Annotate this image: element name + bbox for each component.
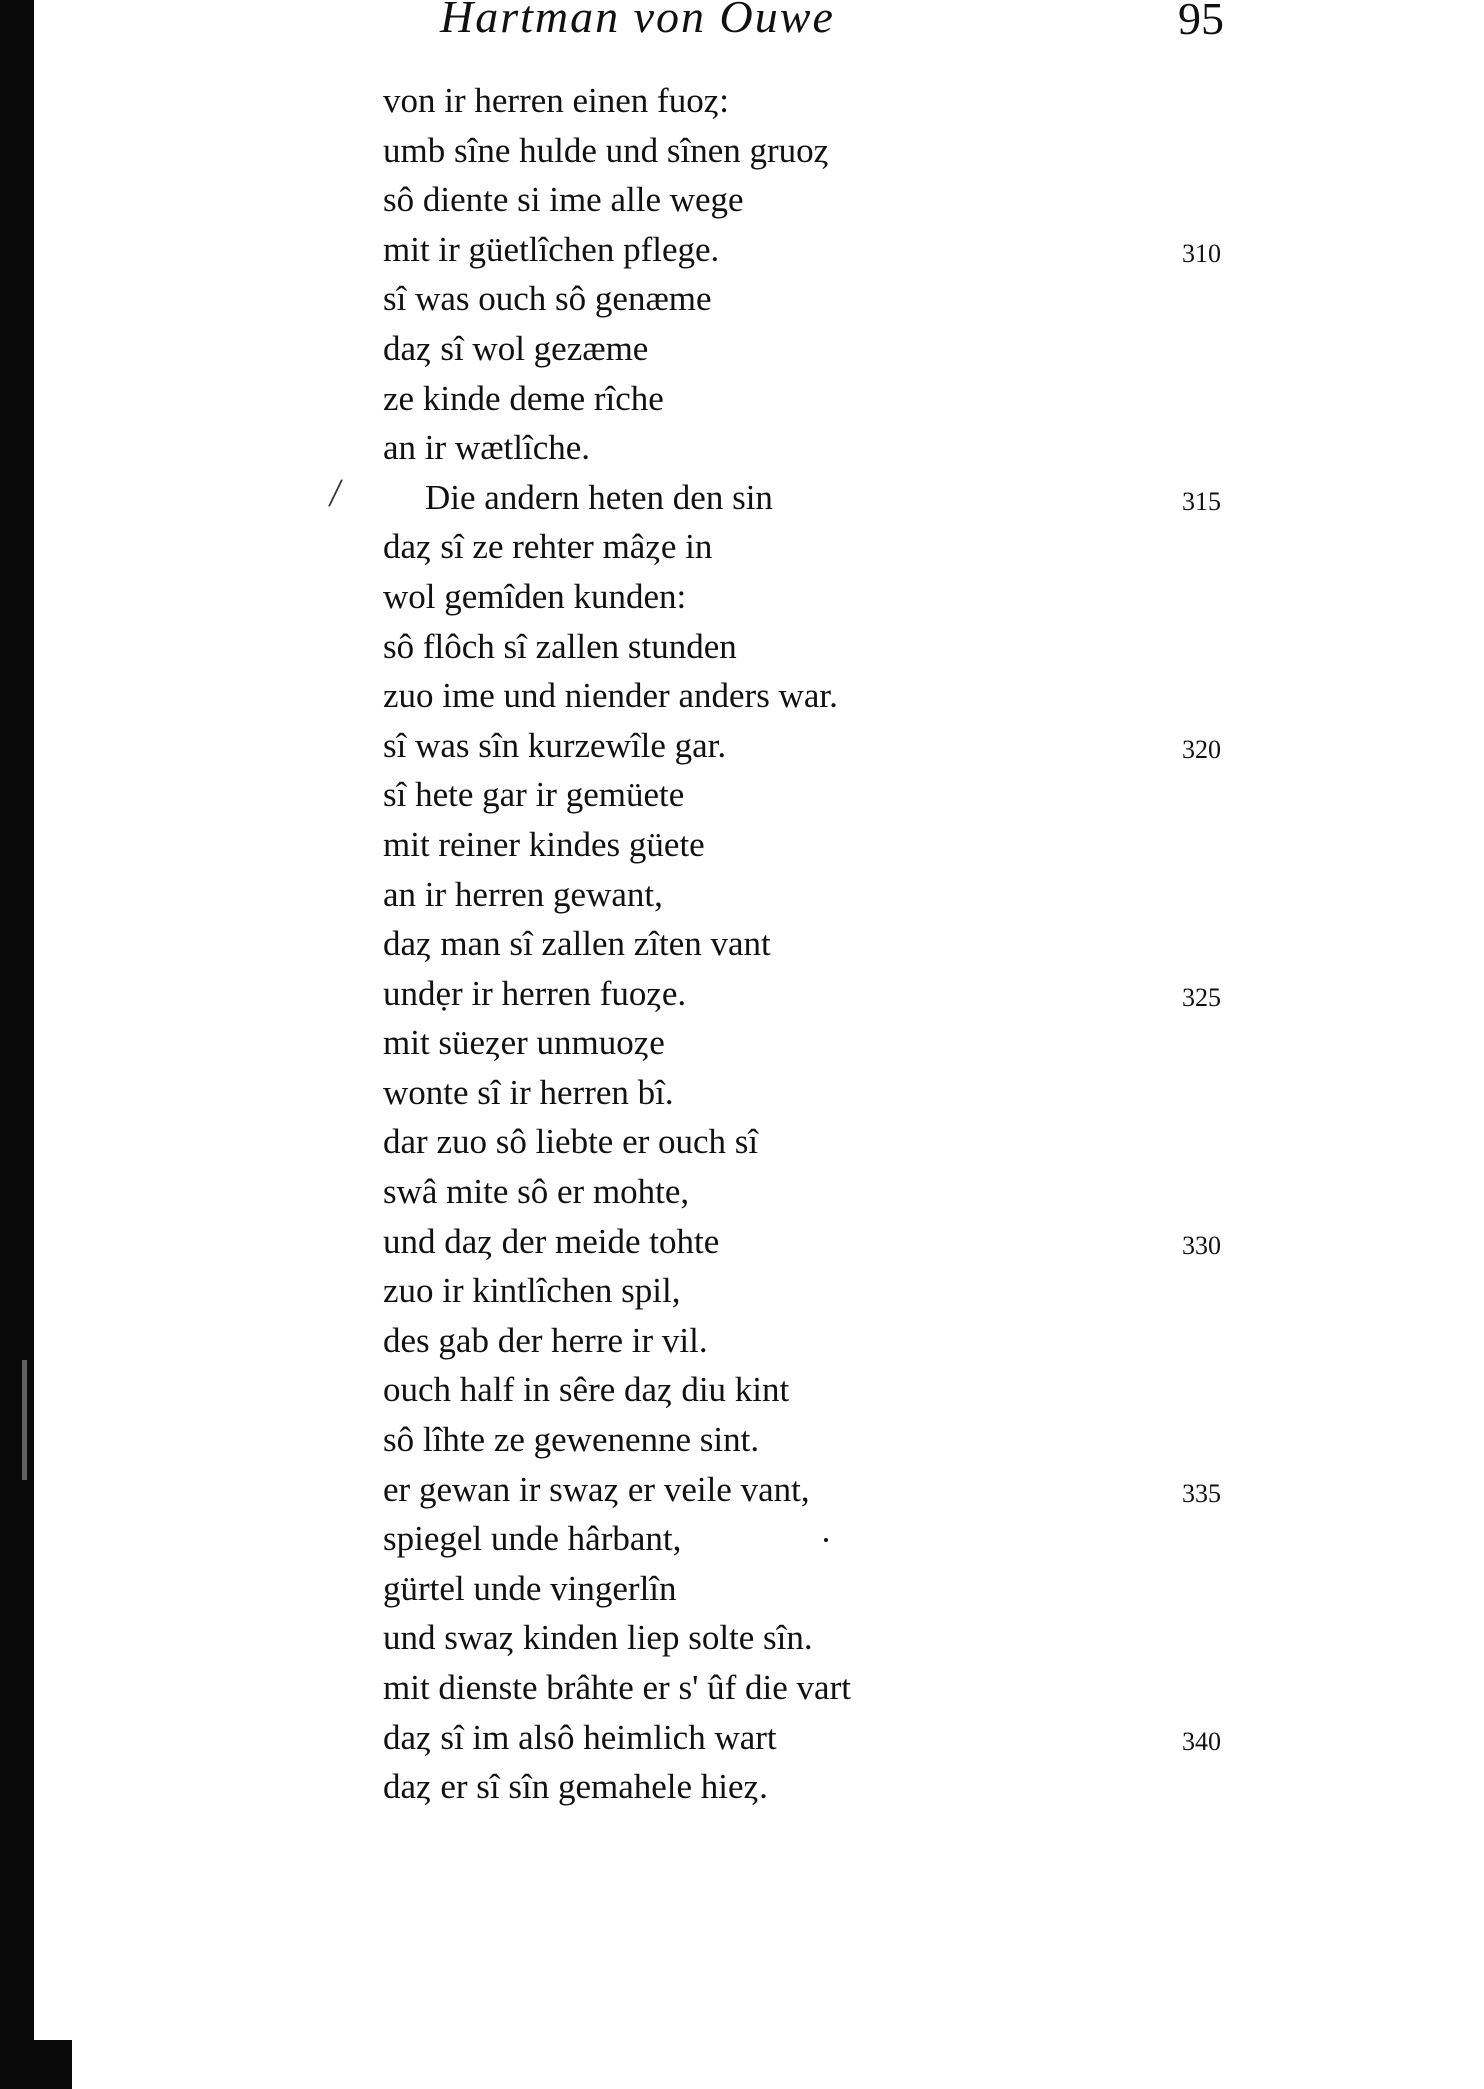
verse-block [0, 76, 1484, 1812]
verse-text: mit dienste brâhte er s' ûf die vart [383, 1668, 851, 1707]
verse-line [0, 572, 1484, 622]
scan-edge-foot [30, 2040, 72, 2089]
verse-text: sî hete gar ir gemüete [383, 775, 685, 815]
verse-line [0, 1514, 1484, 1564]
verse-text: daȥ sî wol gezæme [383, 328, 649, 368]
verse-text: an ir wætlîche. [383, 428, 591, 468]
verse-line [0, 324, 1484, 374]
verse-line [0, 1762, 1484, 1812]
verse-text: mit süeȥer unmuoȥe [383, 1023, 665, 1063]
verse-line [0, 274, 1484, 324]
verse-text: wol gemîden kunden: [383, 576, 687, 616]
verse-text: sî was sîn kurzewîle gar. [383, 725, 727, 765]
verse-line [0, 1713, 1484, 1763]
verse-line [0, 1613, 1484, 1663]
verse-line [0, 1415, 1484, 1465]
verse-line [0, 1365, 1484, 1415]
verse-line [0, 870, 1484, 920]
verse-text: dar zuo sô liebte er ouch sî [383, 1122, 759, 1162]
page-number: 95 [1178, 0, 1224, 44]
verse-text: wonte sî ir herren bî. [383, 1072, 674, 1112]
verse-text: an ir herren gewant, [383, 874, 663, 914]
verse-line [0, 1068, 1484, 1118]
line-number: 335 [1182, 1478, 1221, 1508]
verse-text: ouch half in sêre daȥ diu kint [383, 1370, 790, 1410]
verse-text: und swaȥ kinden liep solte sîn. [383, 1618, 813, 1658]
verse-text: er gewan ir swaȥ er veile vant, [383, 1469, 810, 1509]
verse-text: sô flôch sî zallen stunden [383, 626, 737, 666]
verse-line [0, 721, 1484, 771]
verse-line [0, 225, 1484, 275]
verse-line [0, 423, 1484, 473]
verse-text: gürtel unde vingerlîn [383, 1568, 677, 1608]
verse-line [0, 1117, 1484, 1167]
verse-line [0, 126, 1484, 176]
verse-line [0, 919, 1484, 969]
verse-line [0, 1018, 1484, 1068]
verse-line [0, 969, 1484, 1019]
verse-text: undẹr ir herren fuoȥe. [383, 973, 687, 1013]
verse-line [0, 1465, 1484, 1515]
ink-speck [824, 1538, 828, 1542]
running-title: Hartman von Ouwe [440, 0, 835, 42]
verse-text: und daȥ der meide tohte [383, 1221, 720, 1261]
verse-text: daȥ sî ze rehter mâȥe in [383, 527, 713, 567]
verse-line [0, 469, 1484, 523]
line-number: 310 [1182, 238, 1221, 268]
verse-text: Die andern heten den sin [425, 477, 773, 517]
verse-line [0, 1663, 1484, 1713]
verse-line [0, 522, 1484, 572]
line-number: 325 [1182, 982, 1221, 1012]
verse-text: zuo ir kintlîchen spil, [383, 1271, 681, 1311]
verse-text: daȥ sî im alsô heimlich wart [383, 1717, 777, 1757]
verse-text: umb sîne hulde und sînen gruoȥ [383, 130, 830, 170]
verse-text: von ir herren einen fuoȥ: [383, 81, 729, 120]
verse-line [0, 374, 1484, 424]
verse-line [0, 1167, 1484, 1217]
line-number: 315 [1182, 486, 1221, 516]
verse-text: sô diente si ime alle wege [383, 180, 744, 220]
verse-text: swâ mite sô er mohte, [383, 1172, 690, 1212]
verse-line [0, 820, 1484, 870]
verse-line [0, 1564, 1484, 1614]
verse-line [0, 1217, 1484, 1267]
verse-line [0, 770, 1484, 820]
verse-line [0, 1316, 1484, 1366]
verse-text: sô lîhte ze gewenenne sint. [383, 1420, 760, 1460]
line-number: 330 [1182, 1230, 1221, 1260]
verse-text: daȥ er sî sîn gemahele hieȥ. [383, 1767, 768, 1807]
verse-line [0, 671, 1484, 721]
verse-text: daȥ man sî zallen zîten vant [383, 924, 771, 964]
verse-text: mit ir güetlîchen pflege. [383, 229, 720, 269]
verse-line [0, 76, 1484, 126]
verse-text: ze kinde deme rîche [383, 378, 664, 418]
verse-text: zuo ime und niender anders war. [383, 676, 838, 716]
line-number: 320 [1182, 734, 1221, 764]
verse-text: mit reiner kindes güete [383, 824, 705, 864]
margin-pencil-mark: / [326, 469, 345, 515]
line-number: 340 [1182, 1726, 1221, 1756]
verse-text: des gab der herre ir vil. [383, 1320, 708, 1360]
verse-text: spiegel unde hârbant, [383, 1519, 682, 1559]
verse-line [0, 1266, 1484, 1316]
verse-text: sî was ouch sô genæme [383, 279, 712, 319]
verse-line [0, 622, 1484, 672]
verse-line [0, 175, 1484, 225]
